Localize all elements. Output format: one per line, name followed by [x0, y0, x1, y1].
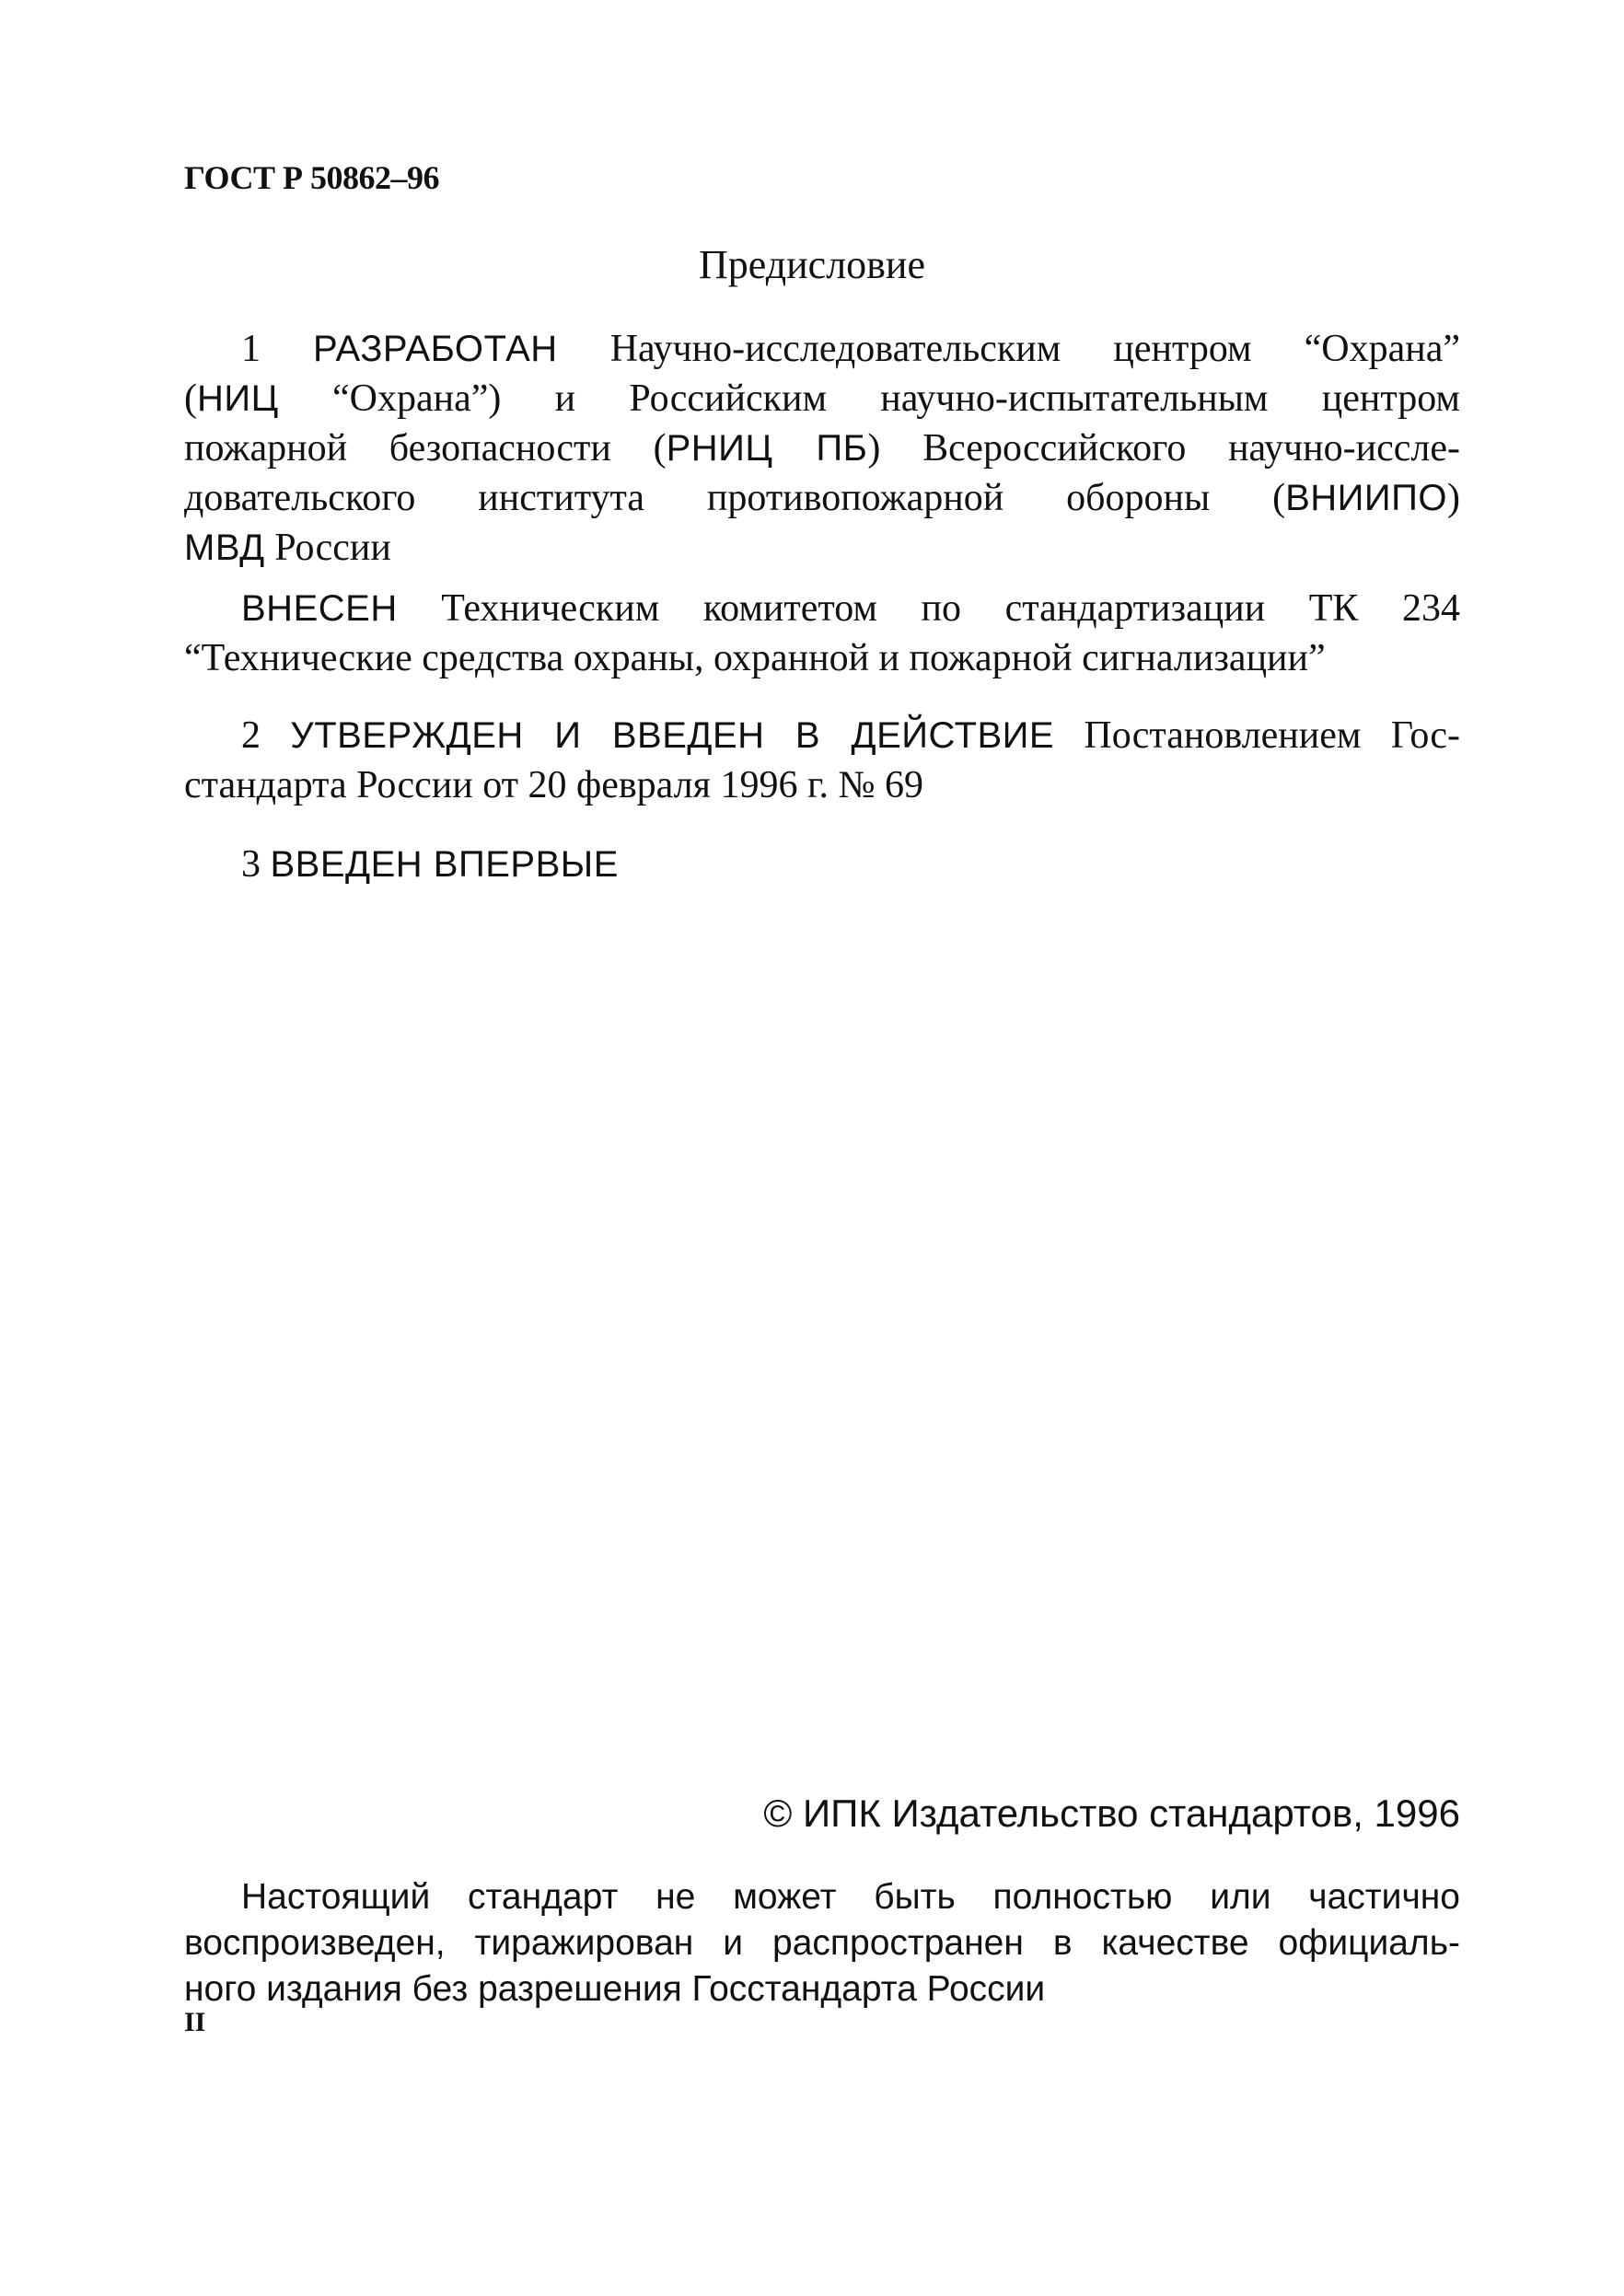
page-title: Предисловие	[699, 242, 925, 287]
section-1-line-2-open: (	[184, 377, 197, 420]
section-1-line-2-lead: НИЦ	[197, 378, 279, 419]
section-2-line-2: стандарта России от 20 февраля 1996 г. № 69	[184, 764, 924, 806]
section-1-line-5	[184, 523, 1460, 573]
section-2-line-1-text: Постановлением Гос-	[1084, 714, 1461, 757]
section-1-introduced	[184, 584, 1460, 683]
page-number: II	[184, 2007, 206, 2037]
notice-line-1: Настоящий стандарт не может быть полностью или частично	[241, 1877, 1460, 1917]
section-3-lead: ВВЕДЕН ВПЕРВЫЕ	[270, 844, 619, 885]
introduced-line-2: “Технические средства охраны, охранной и пожарной сигнализации”	[184, 637, 1326, 679]
section-1-line-2	[184, 374, 1460, 423]
section-1-line-1	[184, 324, 1460, 374]
notice-line-2: воспроизведен, тиражирован и распространен в качестве официаль-	[184, 1923, 1460, 1963]
introduced-line-1	[184, 584, 1460, 633]
section-1-number: 1	[241, 328, 261, 370]
section-1-line-4-b: )	[1447, 477, 1460, 519]
introduced-line-1-text: Техническим комитетом по стандартизации ТК 234	[441, 587, 1460, 630]
notice-line-3: ного издания без разрешения Госстандарта России	[184, 1969, 1046, 2009]
copyright: © ИПК Издательство стандартов, 1996	[763, 1792, 1460, 1835]
section-3-first-introduced	[184, 840, 1460, 889]
introduced-lead: ВНЕСЕН	[241, 588, 398, 629]
section-2-number: 2	[241, 714, 261, 757]
section-1-lead: РАЗРАБОТАН	[313, 329, 558, 369]
section-1-line-5-text: России	[274, 527, 391, 569]
section-1-line-3-b: ) Всероссийского научно-иссле-	[867, 427, 1460, 470]
section-1-line-3-a: пожарной безопасности (	[184, 427, 667, 470]
document-code: ГОСТ Р 50862–96	[184, 159, 439, 196]
section-3-line-1	[184, 840, 1460, 889]
section-1-line-4	[184, 473, 1460, 523]
reproduction-notice	[184, 1874, 1460, 2012]
section-1-developed	[184, 324, 1460, 573]
section-1-line-3-lead: РНИЦ ПБ	[666, 428, 868, 469]
section-1-line-4-lead: ВНИИПО	[1285, 478, 1447, 518]
section-2-lead: УТВЕРЖДЕН И ВВЕДЕН В ДЕЙСТВИЕ	[290, 715, 1055, 756]
section-1-line-3	[184, 423, 1460, 473]
section-2-approved	[184, 711, 1460, 810]
section-2-line-1	[184, 711, 1460, 760]
section-1-line-5-lead: МВД	[184, 528, 265, 568]
section-1-line-1-text: Научно-исследовательским центром “Охрана”	[609, 328, 1460, 370]
section-1-line-4-a: довательского института противопожарной обороны (	[184, 477, 1286, 519]
section-1-line-2-text: “Охрана”) и Российским научно-испытательным центром	[332, 377, 1461, 420]
section-3-number: 3	[241, 843, 261, 886]
